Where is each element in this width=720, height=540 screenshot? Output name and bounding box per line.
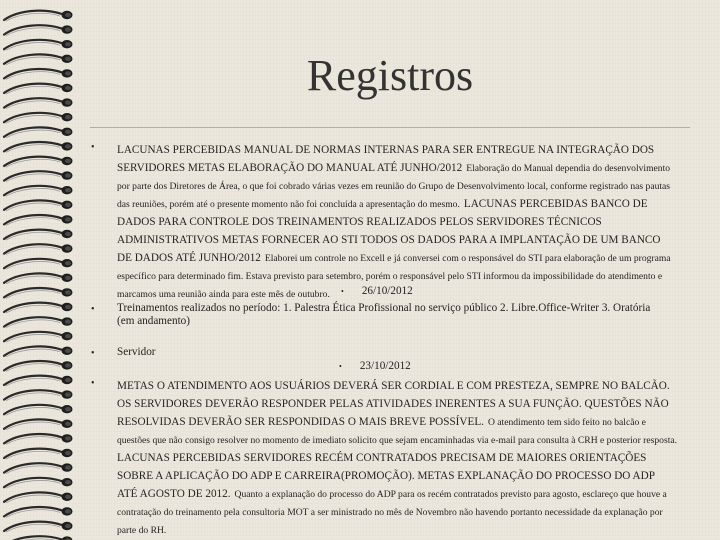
binding-ring (4, 171, 73, 181)
slide-title: Registros (306, 51, 474, 100)
binding-ring (4, 215, 73, 225)
binding-ring (4, 259, 73, 269)
binding-ring (4, 69, 73, 79)
binding-ring (4, 303, 73, 313)
binding-ring (4, 98, 73, 108)
binding-ring (4, 376, 73, 386)
item-body-2: Quanto a explanação do processo do ADP para os recém contratados previsto para agosto, esclareço que houve a contratação do treinamento pela consultoria MOT a ser ministrado no mês de Novembro não havendo portanto necessidade da explanação por parte do RH. (117, 489, 667, 536)
binding-ring (4, 200, 73, 210)
sub-bullet-marker: • (339, 362, 342, 371)
item-date (339, 360, 411, 372)
binding-ring (4, 142, 73, 152)
binding-ring (4, 536, 73, 540)
date-text: 23/10/2012 (359, 360, 411, 372)
item-heading: LACUNAS PERCEBIDAS MANUAL DE NORMAS INTERNAS PARA SER ENTREGUE NA INTEGRAÇÃO DOS SERVIDORES METAS ELABORAÇÃO DO MANUAL ATÉ JUNHO/2012 (117, 144, 655, 174)
spiral-binding (0, 0, 80, 540)
item-heading-2: LACUNAS PERCEBIDAS SERVIDORES RECÉM CONTRATADOS PRECISAM DE MAIORES ORIENTAÇÕES SOBRE A APLICAÇÃO DO ADP E CARREIRA(PROMOÇÃO). METAS EXPLANAÇÃO DO PROCESSO DO ADP ATÉ AGOSTO DE 2012. (117, 452, 655, 500)
binding-ring (4, 463, 73, 473)
binding-ring (4, 11, 73, 21)
item-lacunas-manual (117, 140, 677, 302)
binding-ring (4, 478, 73, 488)
date-text: 26/10/2012 (361, 285, 413, 297)
item-body-2: Elaborei um controle no Excell e já conversei com o responsável do STI para elaboração de um programa específico para determinado fim. Estava previsto para setembro, porém o responsável pelo STI informou da impossibilidade do atendimento e marcamos uma reunião ainda para este mês de outubro. (117, 253, 671, 300)
binding-ring (4, 127, 73, 137)
binding-ring (4, 361, 73, 371)
item-body: O atendimento tem sido feito no balcão e questões que não consigo resolver no momento de imediato solicito que sejam encaminhadas via e-mail para consulta à CRH e posterior resposta. (117, 417, 678, 446)
sub-bullet-marker: • (341, 287, 344, 296)
binding-ring (4, 244, 73, 254)
title-divider (90, 127, 690, 128)
binding-ring (4, 492, 73, 502)
binding-ring (4, 84, 73, 94)
binding-ring (4, 507, 73, 517)
item-metas-atendimento (117, 376, 677, 538)
binding-ring (4, 113, 73, 123)
bullet-marker: • (91, 378, 95, 389)
bullet-marker: • (91, 142, 95, 153)
binding-ring (4, 434, 73, 444)
binding-ring (4, 332, 73, 342)
binding-ring (4, 522, 73, 532)
binding-ring (4, 157, 73, 167)
binding-ring (4, 273, 73, 283)
bullet-marker: • (91, 348, 95, 359)
item-treinamentos: Treinamentos realizados no período: 1. Palestra Ética Profissional no serviço público 2. Libre.Office-Writer 3. Oratória (em andamento) (117, 302, 651, 327)
binding-ring (4, 346, 73, 356)
binding-ring (4, 419, 73, 429)
binding-ring (4, 449, 73, 459)
binding-ring (4, 186, 73, 196)
binding-ring (4, 317, 73, 327)
item-body: Elaboração do Manual dependia do desenvolvimento por parte dos Diretores de Área, o que foi cobrado várias vezes em reunião do Grupo de Desenvolvimento local, conforme registrado nas pautas das reuniões, porém até o presente momento não foi concluída a apresentação do mesmo. (117, 163, 671, 210)
binding-ring (4, 25, 73, 35)
binding-ring (4, 230, 73, 240)
binding-ring (4, 405, 73, 415)
item-heading-2: LACUNAS PERCEBIDAS BANCO DE DADOS PARA CONTROLE DOS TREINAMENTOS REALIZADOS PELOS SERVIDORES TÉCNICOS ADMINISTRATIVOS METAS FORNECER AO STI TODOS OS DADOS PARA A IMPLANTAÇÃO DE UM BANCO DE DADOS ATÉ JUNHO/2012 (117, 198, 661, 264)
bullet-marker: • (91, 304, 95, 315)
item-date (341, 285, 413, 297)
binding-ring (4, 390, 73, 400)
binding-ring (4, 288, 73, 298)
binding-ring (4, 40, 73, 50)
binding-ring (4, 54, 73, 64)
item-servidor: Servidor (117, 346, 156, 358)
item-heading: METAS O ATENDIMENTO AOS USUÁRIOS DEVERÁ SER CORDIAL E COM PRESTEZA, SEMPRE NO BALCÃO. OS SERVIDORES DEVERÃO RESPONDER PELAS ATIVIDADES INERENTES A SUA FUNÇÃO. QUESTÕES NÃO RESOLVIDAS DEVERÃO SER RESPONDIDAS O MAIS BREVE POSSÍVEL. (117, 380, 670, 428)
